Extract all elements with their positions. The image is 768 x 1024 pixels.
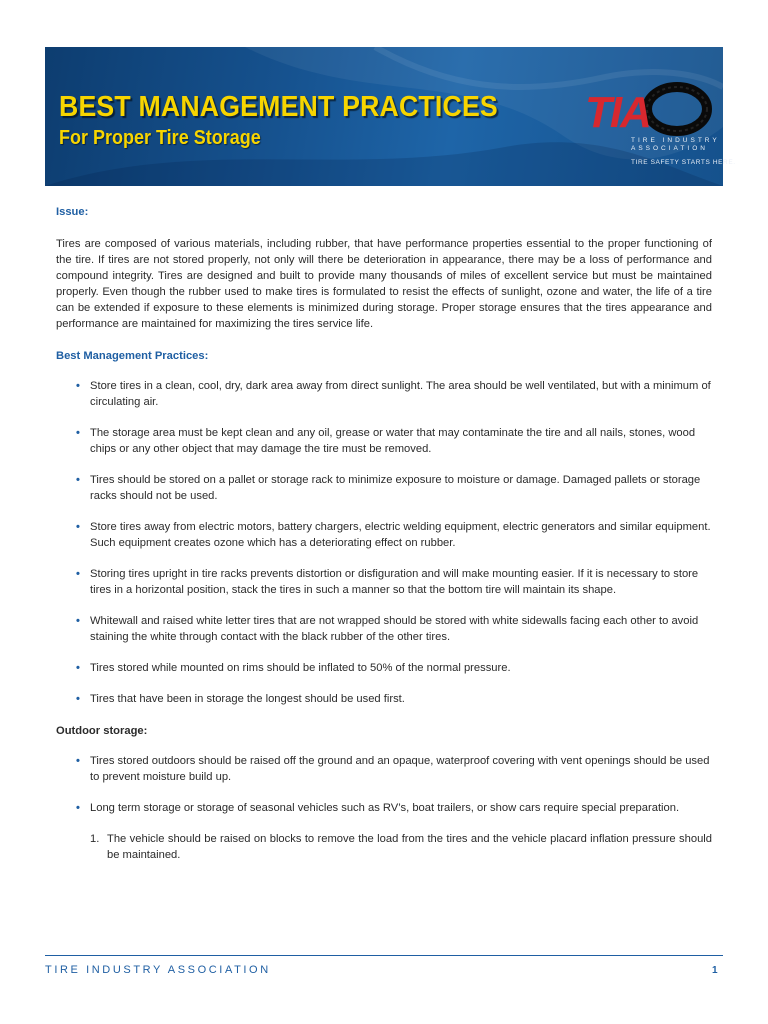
outdoor-list	[56, 753, 712, 816]
footer-divider	[45, 955, 723, 956]
numbered-item-text: The vehicle should be raised on blocks to remove the load from the tires and the vehicle placard inflation pressure should be maintained.	[107, 833, 712, 861]
document-title: BEST MANAGEMENT PRACTICES	[59, 91, 498, 123]
list-item	[56, 753, 712, 785]
bullet-icon: •	[76, 755, 80, 767]
logo-name-line1: TIRE INDUSTRY	[631, 137, 720, 144]
issue-paragraph: Tires are composed of various materials, including rubber, that have performance properties essential to the proper functioning of the tire. If tires are not stored properly, not only will there be deterioration in appearance, there may be a loss of performance and compound integrity. Tires are designed and built to provide many thousands of miles of excellent service but must be maintained properly. Even though the rubber used to make tires is formulated to resist the effects of sunlight, ozone and water, the life of a tire can be extended if exposure to these elements is minimized during storage. Proper storage ensures that the tires appearance and performance are maintained for maximizing the tires service life.	[56, 238, 712, 330]
list-item-text: The storage area must be kept clean and any oil, grease or water that may contaminate the tire and all nails, stones, wood chips or any other object that may damage the tire must be removed.	[90, 427, 696, 455]
list-item-text: Tires should be stored on a pallet or storage rack to minimize exposure to moisture or damage. Damaged pallets or storage racks should not be used.	[90, 474, 701, 502]
outdoor-numbered-list	[56, 831, 712, 863]
bullet-icon: •	[76, 474, 80, 486]
tia-logo-mark	[581, 85, 711, 135]
list-item-text: Storing tires upright in tire racks prevents distortion or disfiguration and will make mounting easier. If it is necessary to store tires in a horizontal position, stack the tires in such a manner so that the bottom tire will maintain its shape.	[90, 568, 699, 596]
bullet-icon: •	[76, 615, 80, 627]
list-item	[56, 519, 712, 551]
list-item	[56, 378, 712, 410]
bullet-icon: •	[76, 568, 80, 580]
numbered-item	[56, 831, 712, 863]
list-item	[56, 800, 712, 816]
bullet-icon: •	[76, 427, 80, 439]
list-item-text: Tires stored outdoors should be raised off the ground and an opaque, waterproof covering with vent openings should be used to prevent moisture build up.	[90, 755, 710, 783]
document-subtitle: For Proper Tire Storage	[59, 127, 261, 149]
bmp-heading: Best Management Practices:	[56, 350, 209, 362]
list-item-text: Store tires away from electric motors, battery chargers, electric welding equipment, electric generators and similar equipment. Such equipment creates ozone which has a deteriorating effect on rubber.	[90, 521, 711, 549]
outdoor-heading: Outdoor storage:	[56, 725, 148, 737]
list-item-text: Tires that have been in storage the longest should be used first.	[90, 693, 405, 705]
issue-heading: Issue:	[56, 206, 89, 218]
bmp-list	[56, 378, 712, 707]
footer-organization: TIRE INDUSTRY ASSOCIATION	[45, 964, 271, 976]
list-item-text: Store tires in a clean, cool, dry, dark area away from direct sunlight. The area should be well ventilated, but with a minimum of circulating air.	[90, 380, 711, 408]
item-number: 1.	[90, 833, 100, 845]
header-banner	[45, 47, 736, 186]
bullet-icon: •	[76, 521, 80, 533]
tia-logo	[581, 85, 736, 175]
bullet-icon: •	[76, 802, 80, 814]
list-item-text: Whitewall and raised white letter tires that are not wrapped should be stored with white sidewalls facing each other to avoid staining the white through contact with the black rubber of the other tires.	[90, 615, 699, 643]
list-item	[56, 472, 712, 504]
list-item	[56, 691, 712, 707]
list-item-text: Long term storage or storage of seasonal vehicles such as RV’s, boat trailers, or show cars require special preparation.	[90, 802, 680, 814]
list-item	[56, 566, 712, 598]
bullet-icon: •	[76, 662, 80, 674]
logo-tagline: TIRE SAFETY STARTS HERE.	[631, 159, 736, 166]
document-body	[56, 204, 712, 863]
bullet-icon: •	[76, 693, 80, 705]
list-item-text: Tires stored while mounted on rims should be inflated to 50% of the normal pressure.	[90, 662, 511, 674]
logo-name-line2: ASSOCIATION	[631, 145, 708, 152]
logo-wordmark: TIA	[585, 88, 650, 137]
page-number: 1	[712, 965, 718, 976]
bullet-icon: •	[76, 380, 80, 392]
list-item	[56, 425, 712, 457]
list-item	[56, 613, 712, 645]
list-item	[56, 660, 712, 676]
